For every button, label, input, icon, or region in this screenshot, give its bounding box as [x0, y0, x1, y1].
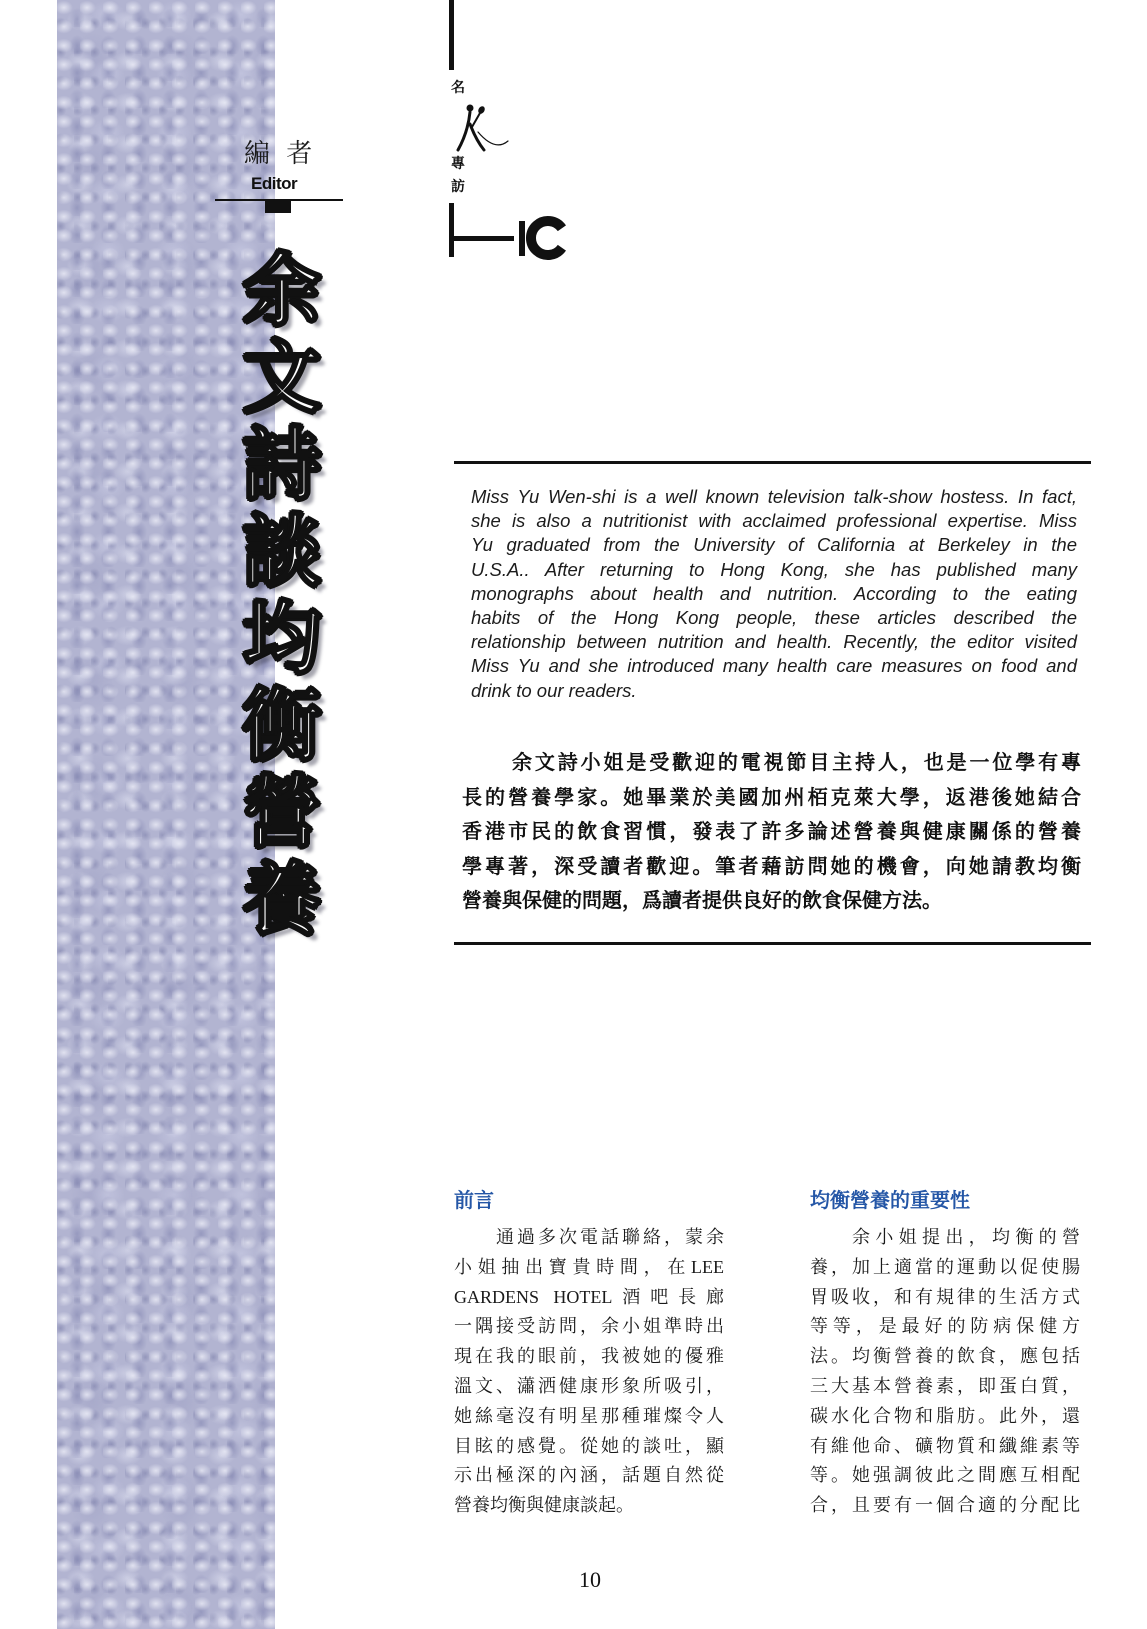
body-line: 她絲毫沒有明星那種璀燦令人 [454, 1405, 724, 1426]
intro-english-line: she is also a nutritionist with acclaimed professional expertise. Miss [471, 510, 1077, 532]
intro-chinese-line: 學專著，深受讀者歡迎。筆者藉訪問她的機會，向她請教均衡 [462, 853, 1081, 878]
body-line: 胃吸收，和有規律的生活方式 [810, 1286, 1080, 1307]
logo-lower-bar [449, 203, 454, 257]
intro-english-line: Miss Yu and she introduced many health care measures on food and [471, 655, 1077, 677]
intro-bottom-rule [454, 942, 1091, 945]
logo-char-fang: 訪 [451, 179, 465, 195]
body-line: 法。均衡營養的飲食，應包括 [810, 1346, 1080, 1367]
body-line: 示出極深的內涵，話題自然從 [454, 1465, 724, 1486]
intro-english-line: U.S.A.. After returning to Hong Kong, she has published many [471, 558, 1077, 580]
page-number: 10 [579, 1567, 601, 1592]
logo-i-glyph [519, 221, 525, 256]
logo-c-glyph [531, 221, 562, 255]
body-line: 營養均衡與健康談起。 [454, 1495, 634, 1516]
logo-char-ming: 名 [451, 80, 465, 96]
intro-english-line: drink to our readers. [471, 679, 637, 701]
intro-english-line: monographs about health and nutrition. According to the eating [471, 582, 1077, 604]
intro-english [471, 485, 1077, 703]
article-title: 余文詩談均衡營養 [230, 249, 320, 945]
intro-english-line: Yu graduated from the University of California at Berkeley in the [471, 534, 1077, 556]
body-line: 養，加上適當的運動以促使腸 [810, 1256, 1080, 1277]
body-line: 合，且要有一個合適的分配比 [810, 1495, 1080, 1516]
person-microphone-icon [458, 105, 508, 151]
section-preface-body [454, 1223, 724, 1521]
body-line: 等等，是最好的防病保健方 [810, 1316, 1080, 1337]
intro-english-line: habits of the Hong Kong people, these articles described the [471, 607, 1077, 629]
intro-chinese-line: 香港市民的飲食習慣，發表了許多論述營養與健康關係的營養 [462, 819, 1081, 844]
section-balanced-nutrition-body [810, 1223, 1080, 1521]
body-line: 現在我的眼前，我被她的優雅 [454, 1346, 724, 1367]
body-line: 通過多次電話聯絡，蒙余 [496, 1227, 724, 1247]
body-line: 碳水化合物和脂肪。此外，還 [810, 1405, 1080, 1426]
intro-english-line: relationship between nutrition and health. Recently, the editor visited [471, 631, 1077, 653]
section-heading-balanced-nutrition: 均衡營養的重要性 [810, 1188, 970, 1212]
logo-top-bar [449, 0, 454, 70]
editor-marker-block [265, 199, 291, 213]
editor-label-english: Editor [251, 174, 298, 193]
body-line: 一隅接受訪問，余小姐準時出 [454, 1316, 724, 1337]
intro-english-line: Miss Yu Wen-shi is a well known television talk-show hostess. In fact, [471, 486, 1077, 507]
body-line: 三大基本營養素，即蛋白質， [810, 1375, 1080, 1396]
logo-horizontal-bar [454, 236, 514, 241]
section-heading-preface: 前言 [454, 1188, 494, 1212]
editor-label-chinese: 編 者 [244, 139, 317, 169]
intro-top-rule [454, 461, 1091, 464]
intro-chinese [462, 745, 1081, 918]
intro-chinese-line: 營養與保健的問題，爲讀者提供良好的飲食保健方法。 [462, 888, 942, 913]
body-line: 溫文、瀟洒健康形象所吸引， [454, 1375, 724, 1396]
body-line: 小姐抽出寶貴時間，在LEE [454, 1256, 724, 1277]
body-line: 有維他命、礦物質和纖維素等 [810, 1435, 1080, 1456]
logo-char-zhuan: 專 [451, 156, 465, 172]
body-line: GARDENS HOTEL酒吧長廊 [454, 1286, 724, 1307]
body-line: 余小姐提出，均衡的營 [852, 1227, 1080, 1247]
intro-chinese-line: 余文詩小姐是受歡迎的電視節目主持人，也是一位學有專 [512, 750, 1081, 774]
intro-chinese-line: 長的營養學家。她畢業於美國加州栢克萊大學，返港後她結合 [462, 784, 1081, 809]
interview-column-logo [440, 0, 580, 265]
body-line: 目眩的感覺。從她的談吐，顯 [454, 1435, 724, 1456]
body-line: 等。她强調彼此之間應互相配 [810, 1465, 1080, 1486]
